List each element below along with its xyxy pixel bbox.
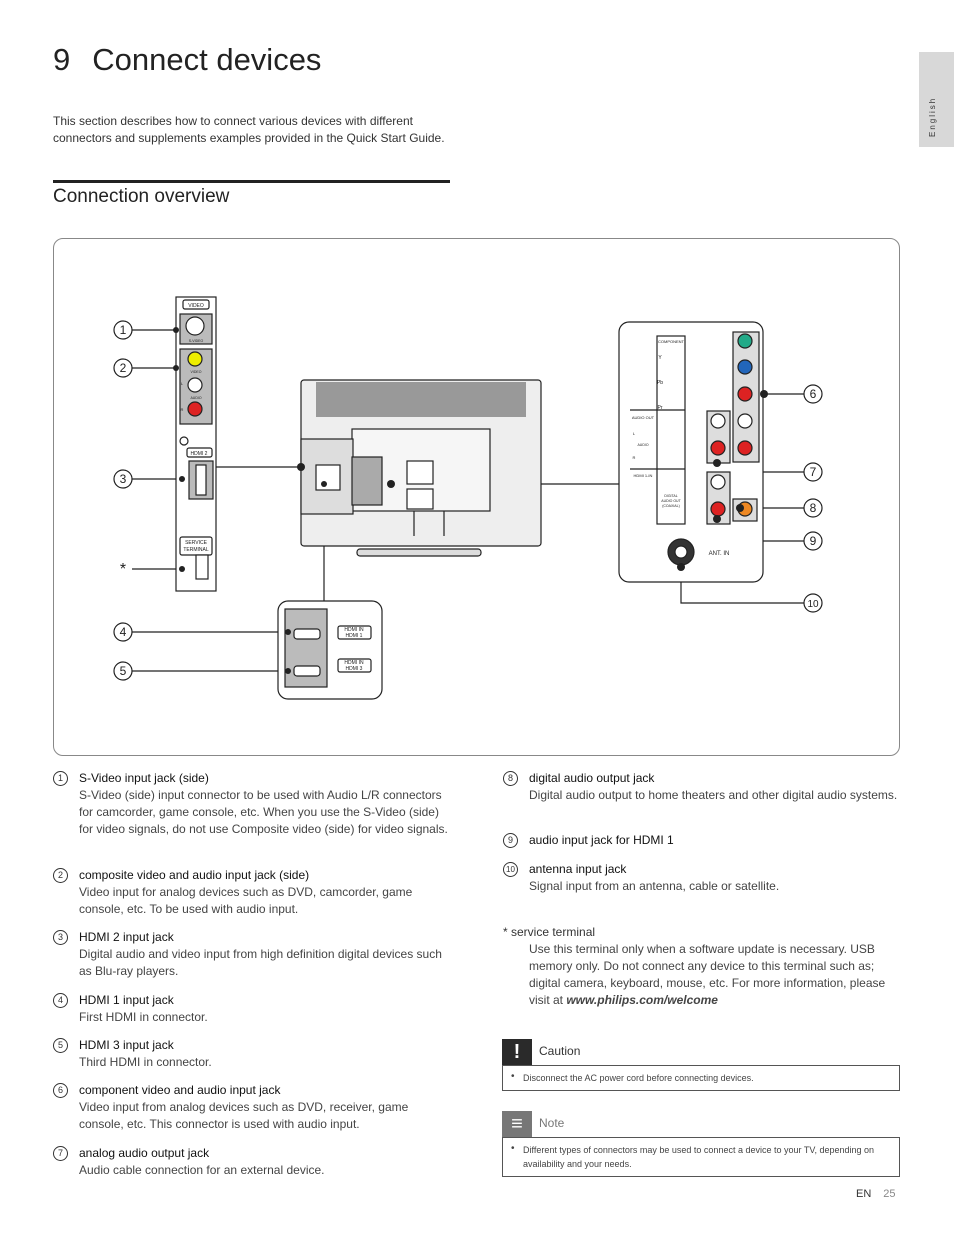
hdmi3-in-label: HDMI IN	[344, 660, 364, 666]
service-title: * service terminal	[503, 925, 596, 939]
service-link[interactable]: www.philips.com/welcome	[566, 993, 718, 1007]
list-item	[503, 832, 898, 849]
page-number: 25	[883, 1188, 896, 1200]
list-item	[53, 992, 453, 1026]
rear-coaxial-label: (COAXIAL)	[662, 504, 680, 508]
side-terminal-label: TERMINAL	[183, 547, 209, 553]
intro-text: This section describes how to connect various devices with different connectors and supplements examples provided in the Quick Start Guide.	[53, 114, 445, 145]
list-item	[503, 770, 898, 804]
list-item	[53, 1145, 453, 1179]
callout-10-label: 10	[807, 599, 819, 610]
item-title: component video and audio input jack	[79, 1083, 281, 1097]
side-service-label: SERVICE	[185, 540, 207, 546]
rear-component-label: COMPONENT	[658, 339, 684, 344]
callout-3-label: 3	[119, 472, 127, 486]
rear-hdmi1-in-label: HDMI 1-IN	[633, 473, 653, 478]
hdmi1-in-label: HDMI IN	[344, 627, 364, 633]
side-r-label: R	[180, 407, 184, 412]
item-number: 1	[53, 771, 68, 786]
list-item	[53, 1037, 453, 1071]
item-desc: Digital audio output to home theaters and other digital audio systems.	[529, 788, 898, 802]
item-desc: Third HDMI in connector.	[79, 1055, 212, 1069]
side-hdmi2-label: HDMI 2	[190, 451, 208, 457]
language-tab-label: English	[928, 96, 937, 137]
rear-audio-label: AUDIO	[637, 443, 649, 447]
item-number: 2	[53, 868, 68, 883]
callout-7-label: 7	[809, 465, 817, 479]
language-tab	[919, 52, 954, 147]
item-title: antenna input jack	[529, 862, 627, 876]
item-title: audio input jack for HDMI 1	[529, 833, 674, 847]
rear-r-label: R	[632, 455, 636, 460]
item-desc: S-Video (side) input connector to be used with Audio L/R connectors for camcorder, game console, etc. When you use the S-Video (side) for video signals, do not use Composite video (side) for video signals.	[79, 788, 448, 836]
item-number: 6	[53, 1083, 68, 1098]
rear-digital-label: DIGITAL	[664, 494, 678, 498]
list-item	[53, 929, 453, 980]
item-title: HDMI 3 input jack	[79, 1038, 174, 1052]
note-box	[502, 1111, 900, 1177]
rear-audio-out-label: AUDIO OUT	[631, 415, 655, 420]
callout-6-label: 6	[809, 387, 817, 401]
side-svideo-label: S-VIDEO	[188, 339, 204, 343]
side-audio-label: AUDIO	[190, 396, 202, 400]
connection-diagram	[53, 238, 900, 756]
note-label: Note	[539, 1116, 565, 1130]
item-desc: Audio cable connection for an external device.	[79, 1163, 325, 1177]
rear-l-label: L	[632, 431, 636, 436]
chapter-number: 9	[53, 42, 71, 77]
note-text: • Different types of connectors may be used to connect a device to your TV, depending on availability and your needs.	[502, 1137, 900, 1177]
service-terminal-item	[503, 924, 901, 1009]
item-title: HDMI 2 input jack	[79, 930, 174, 944]
item-desc: Video input from analog devices such as DVD, receiver, game console, etc. This connector is used with audio input.	[79, 1100, 409, 1131]
rear-pr-label: Pr	[657, 405, 663, 411]
item-desc: Signal input from an antenna, cable or satellite.	[529, 879, 780, 893]
list-item	[53, 770, 453, 838]
list-item	[503, 861, 898, 895]
item-title: composite video and audio input jack (side)	[79, 868, 310, 882]
warning-icon: !	[502, 1039, 532, 1065]
item-desc: First HDMI in connector.	[79, 1010, 208, 1024]
item-title: S-Video input jack (side)	[79, 771, 209, 785]
item-number: 10	[503, 862, 518, 877]
item-number: 8	[503, 771, 518, 786]
section-title: Connection overview	[53, 186, 230, 207]
caution-label: Caution	[539, 1044, 581, 1058]
callout-star-label: *	[119, 561, 127, 578]
item-number: 3	[53, 930, 68, 945]
hdmi1-label: HDMI 1	[345, 633, 363, 639]
item-desc: Video input for analog devices such as DVD, camcorder, game console, etc. To be used with audio input.	[79, 885, 413, 916]
chapter-title	[53, 42, 321, 78]
list-item	[53, 1082, 453, 1133]
side-video-label: VIDEO	[188, 303, 204, 309]
service-desc	[529, 941, 901, 1009]
rear-ant-in-label: ANT. IN	[708, 551, 730, 557]
item-title: analog audio output jack	[79, 1146, 210, 1160]
side-video-small-label: VIDEO	[190, 370, 202, 374]
service-desc-text: Use this terminal only when a software update is necessary. USB memory only. Do not connect any device to this terminal such as; digital camera, keyboard, mouse, etc. For more information, please visit at	[529, 942, 886, 1007]
caution-box	[502, 1039, 900, 1091]
callout-4-label: 4	[119, 625, 127, 639]
item-number: 4	[53, 993, 68, 1008]
caution-text: • Disconnect the AC power cord before connecting devices.	[502, 1065, 900, 1091]
chapter-title-text: Connect devices	[92, 42, 322, 77]
item-desc: Digital audio and video input from high definition digital devices such as Blu-ray players.	[79, 947, 442, 978]
callout-5-label: 5	[119, 664, 127, 678]
callout-8-label: 8	[809, 501, 817, 515]
rear-pb-label: Pb	[656, 380, 664, 386]
note-icon: ≡	[502, 1111, 532, 1137]
item-number: 5	[53, 1038, 68, 1053]
side-l-label: L	[180, 381, 184, 386]
hdmi3-label: HDMI 3	[345, 666, 363, 672]
rear-digital-audio-out-label: AUDIO OUT	[661, 499, 681, 503]
diagram-svg	[54, 239, 899, 755]
list-item	[53, 867, 453, 918]
item-title: HDMI 1 input jack	[79, 993, 174, 1007]
callout-1-label: 1	[119, 323, 127, 337]
callout-2-label: 2	[119, 361, 127, 375]
item-number: 7	[53, 1146, 68, 1161]
rear-y-label: Y	[658, 355, 662, 361]
callout-9-label: 9	[809, 534, 817, 548]
item-number: 9	[503, 833, 518, 848]
item-title: digital audio output jack	[529, 771, 655, 785]
section-rule	[53, 180, 450, 183]
page-footer	[856, 1188, 896, 1200]
footer-lang: EN	[856, 1188, 872, 1200]
